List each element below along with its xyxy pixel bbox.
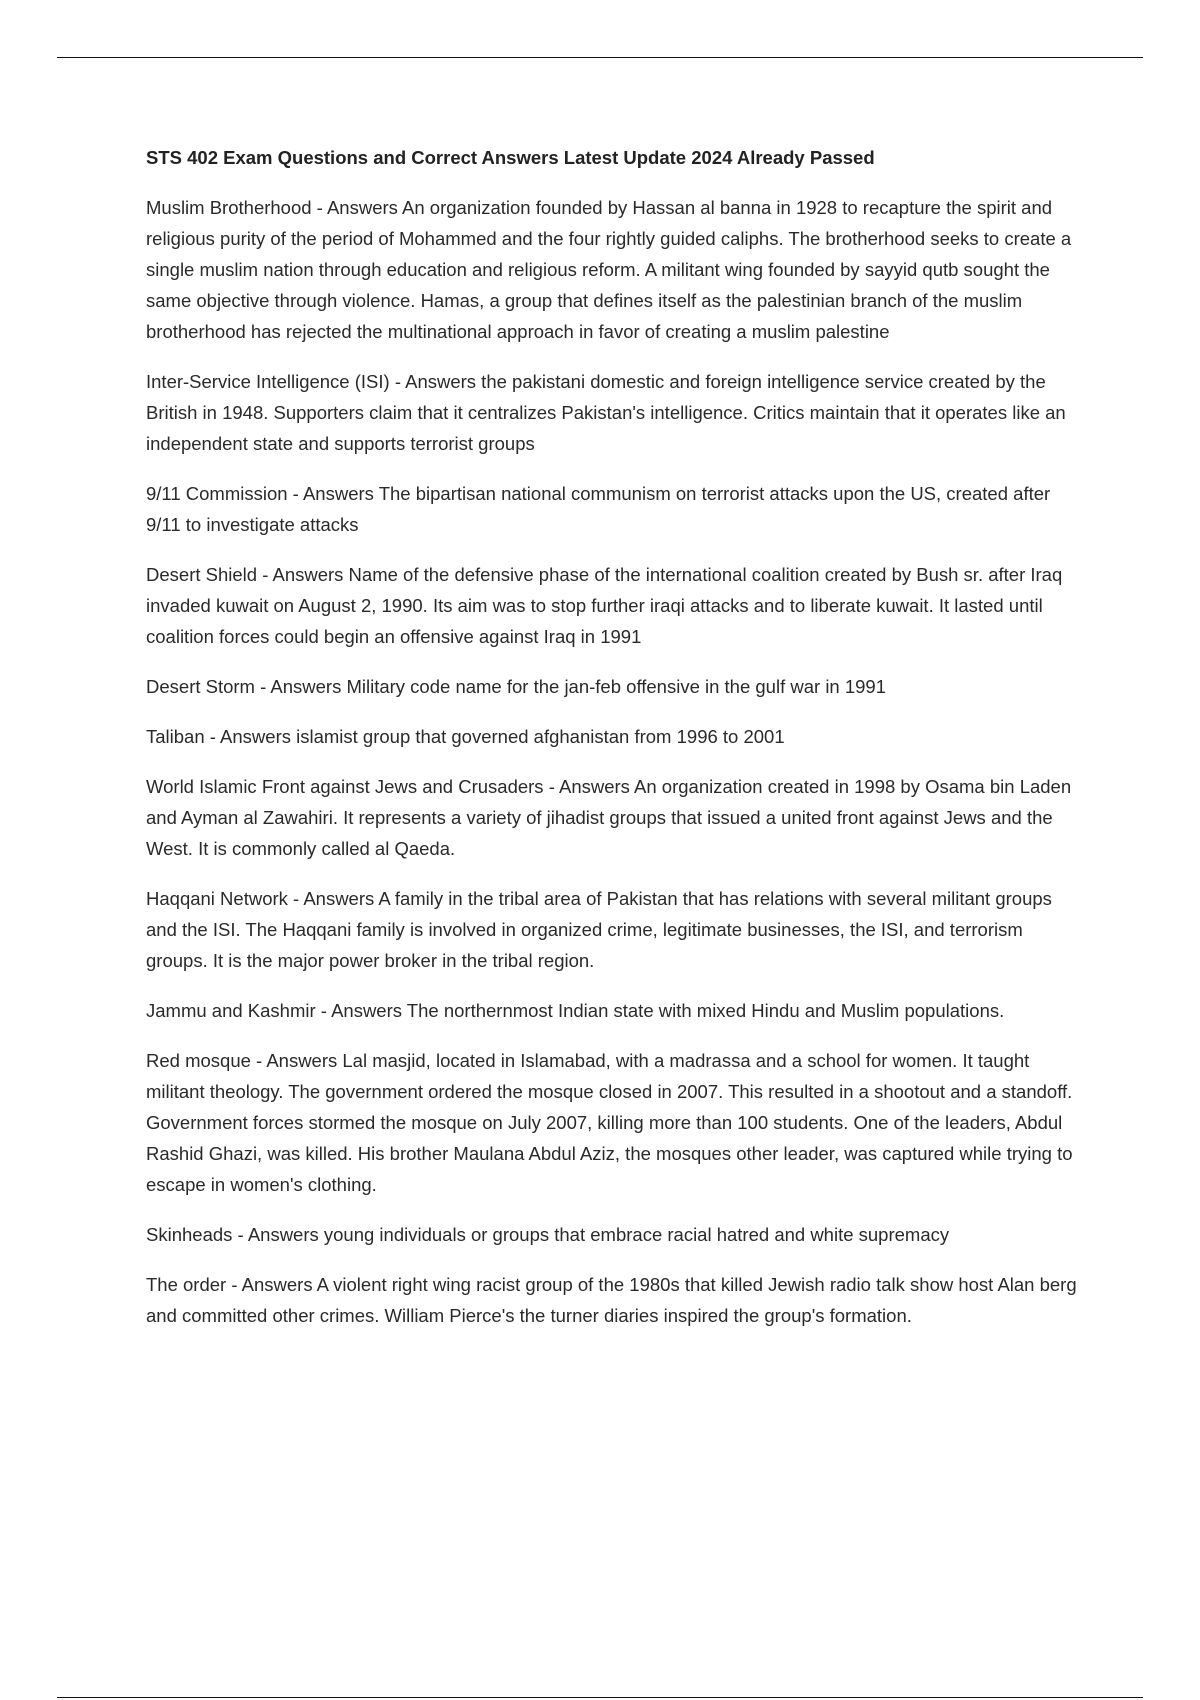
top-rule: [57, 57, 1143, 58]
entry-world-islamic-front: World Islamic Front against Jews and Crusaders - Answers An organization created in 1998 by Osama bin Laden and Ayman al Zawahiri. It represents a variety of jihadist groups that issued a united front against Jews and the West. It is commonly called al Qaeda.: [146, 776, 1072, 859]
entry-desert-storm: Desert Storm - Answers Military code name for the jan-feb offensive in the gulf war in 1991: [146, 676, 887, 697]
entry-jammu-kashmir: Jammu and Kashmir - Answers The northernmost Indian state with mixed Hindu and Muslim populations.: [146, 1000, 1005, 1021]
entry-haqqani-network: Haqqani Network - Answers A family in the tribal area of Pakistan that has relations with several militant groups and the ISI. The Haqqani family is involved in organized crime, legitimate businesses, the ISI, and terrorism groups. It is the major power broker in the tribal region.: [146, 888, 1052, 971]
entry-isi: Inter-Service Intelligence (ISI) - Answers the pakistani domestic and foreign intelligence service created by the British in 1948. Supporters claim that it centralizes Pakistan's intelligence. Critics maintain that it operates like an independent state and supports terrorist groups: [146, 371, 1066, 454]
entry-911-commission: 9/11 Commission - Answers The bipartisan national communism on terrorist attacks upon the US, created after 9/11 to investigate attacks: [146, 483, 1051, 535]
entry-muslim-brotherhood: Muslim Brotherhood - Answers An organization founded by Hassan al banna in 1928 to recapture the spirit and religious purity of the period of Mohammed and the four rightly guided caliphs. The brotherhood seeks to create a single muslim nation through education and religious reform. A militant wing founded by sayyid qutb sought the same objective through violence. Hamas, a group that defines itself as the palestinian branch of the muslim brotherhood has rejected the multinational approach in favor of creating a muslim palestine: [146, 197, 1072, 342]
entry-skinheads: Skinheads - Answers young individuals or groups that embrace racial hatred and white supremacy: [146, 1224, 950, 1245]
entry-the-order: The order - Answers A violent right wing racist group of the 1980s that killed Jewish radio talk show host Alan berg and committed other crimes. William Pierce's the turner diaries inspired the group's formation.: [146, 1274, 1077, 1326]
entry-desert-shield: Desert Shield - Answers Name of the defensive phase of the international coalition created by Bush sr. after Iraq invaded kuwait on August 2, 1990. Its aim was to stop further iraqi attacks and to liberate kuwait. It lasted until coalition forces could begin an offensive against Iraq in 1991: [146, 564, 1063, 647]
bottom-rule: [57, 1697, 1143, 1698]
entry-taliban: Taliban - Answers islamist group that governed afghanistan from 1996 to 2001: [146, 726, 785, 747]
document-body: [146, 144, 1086, 1350]
entry-red-mosque: Red mosque - Answers Lal masjid, located in Islamabad, with a madrassa and a school for women. It taught militant theology. The government ordered the mosque closed in 2007. This resulted in a shootout and a standoff. Government forces stormed the mosque on July 2007, killing more than 100 students. One of the leaders, Abdul Rashid Ghazi, was killed. His brother Maulana Abdul Aziz, the mosques other leader, was captured while trying to escape in women's clothing.: [146, 1050, 1073, 1195]
document-title: STS 402 Exam Questions and Correct Answers Latest Update 2024 Already Passed: [146, 147, 875, 168]
